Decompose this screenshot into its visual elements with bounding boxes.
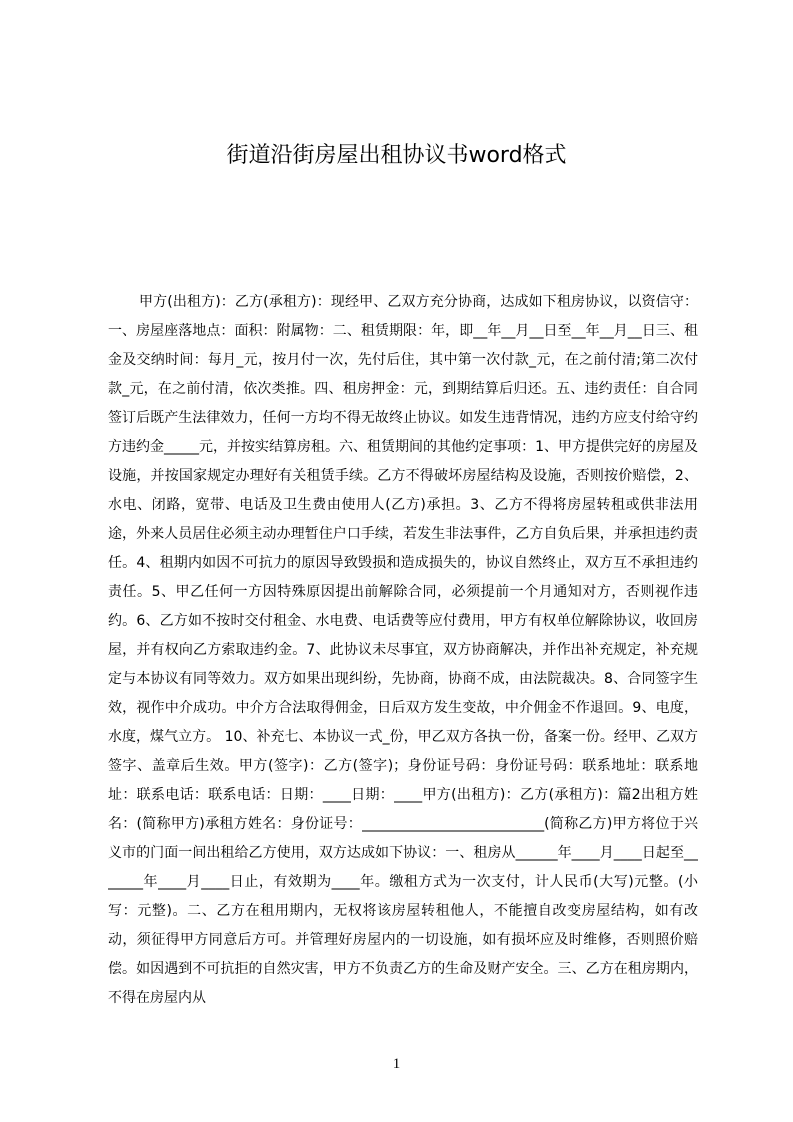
document-title: 街道沿街房屋出租协议书word格式: [226, 143, 567, 168]
document-body-text: 甲方(出租方)：乙方(承租方)：现经甲、乙双方充分协商，达成如下租房协议，以资信守：一、房屋座落地点：面积：附属物：二、租赁期限：年，即__年__月__日至__年__月__日三、租金及交纳时间：每月_元，按月付一次，先付后住，其中第一次付款_元，在之前付清;第二次付款_元，在之前付清，依次类推。四、租房押金：元，到期结算后归还。五、违约责任：自合同签订后既产生法律效力，任何一方均不得无故终止协议。如发生违背情况，违约方应支付给守约方违约金_____元，并按实结算房租。六、租赁期间的其他约定事项：1、甲方提供完好的房屋及设施，并按国家规定办理好有关租赁手续。乙方不得破坏房屋结构及设施，否则按价赔偿，2、水电、闭路，宽带、电话及卫生费由使用人(乙方)承担。3、乙方不得将房屋转租或供非法用途，外来人员居住必须主动办理暂住户口手续，若发生非法事件，乙方自负后果，并承担违约责任。4、租期内如因不可抗力的原因导致毁损和造成损失的，协议自然终止，双方互不承担违约责任。5、甲乙任何一方因特殊原因提出前解除合同，必须提前一个月通知对方，否则视作违约。6、乙方如不按时交付租金、水电费、电话费等应付费用，甲方有权单位解除协议，收回房屋，并有权向乙方索取违约金。7、此协议未尽事宜，双方协商解决，并作出补充规定，补充规定与本协议有同等效力。双方如果出现纠纷，先协商，协商不成，由法院裁决。8、合同签字生效，视作中介成功。中介方合法取得佣金，日后双方发生变故，中介佣金不作退回。9、电度，水度，煤气立方。 10、补充七、本协议一式_份，甲乙双方各执一份，备案一份。经甲、乙双方签字、盖章后生效。甲方(签字)：乙方(签字)；身份证号码：身份证号码：联系地址：联系地址：联系电话：联系电话：日期：____日期：____甲方(出租方)：乙方(承租方)：篇2出租方姓名：(简称甲方)承租方姓名：身份证号：__________________________(简称乙方)甲方将位于兴义市的门面一间出租给乙方使用，双方达成如下协议：一、租房从______年____月____日起至_______年____月____日止，有效期为____年。缴租方式为一次支付，计人民币(大写)元整。(小写：元整)。二、乙方在租用期内，无权将该房屋转租他人，不能擅自改变房屋结构，如有改动，须征得甲方同意后方可。并管理好房屋内的一切设施，如有损坏应及时维修，否则照价赔偿。如因遇到不可抗拒的自然灾害，甲方不负责乙方的生命及财产安全。三、乙方在租房期内，不得在房屋内从: [108, 294, 698, 1006]
page-number: 1: [392, 1056, 401, 1072]
